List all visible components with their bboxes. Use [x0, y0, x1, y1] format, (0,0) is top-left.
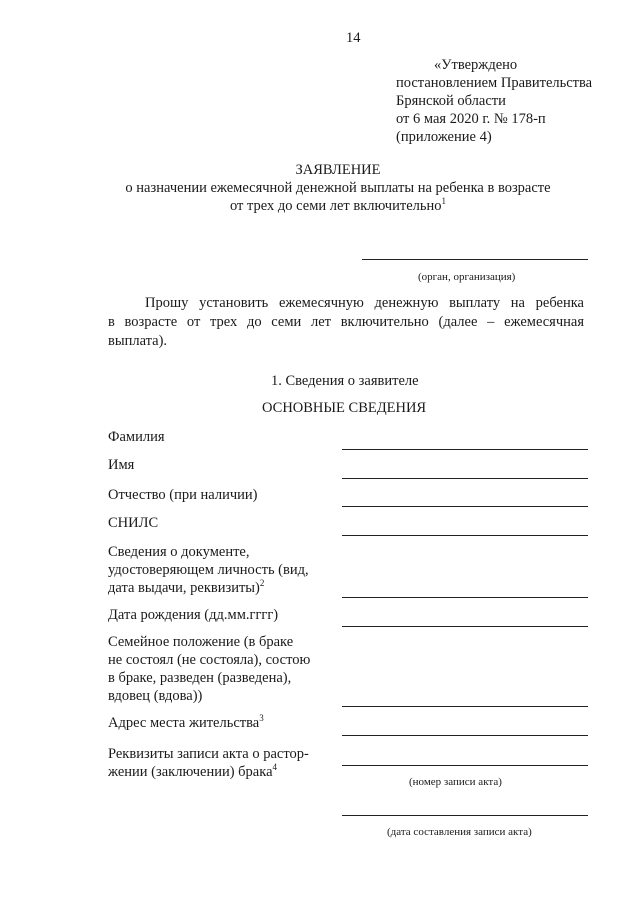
- title-heading: ЗАЯВЛЕНИЕ: [295, 162, 381, 178]
- act-number-field-line[interactable]: [342, 765, 588, 766]
- footnote-mark: 4: [272, 762, 278, 773]
- birth-date-field-line[interactable]: [342, 626, 588, 627]
- footnote-mark: 3: [259, 713, 264, 724]
- approval-block: [396, 56, 592, 146]
- label-surname: Фамилия: [108, 429, 165, 445]
- snils-field-line[interactable]: [342, 535, 588, 536]
- name-field-line[interactable]: [342, 478, 588, 479]
- address-field-line[interactable]: [342, 735, 588, 736]
- label-patronymic: Отчество (при наличии): [108, 487, 258, 503]
- title-line-1: о назначении ежемесячной денежной выплаты на ребенка в возрасте: [125, 180, 551, 196]
- organ-caption: (орган, организация): [418, 271, 516, 283]
- footnote-mark: 2: [259, 578, 265, 589]
- label-act-record: [108, 745, 309, 781]
- id-document-field-line[interactable]: [342, 597, 588, 598]
- request-line-3: выплата).: [108, 333, 168, 349]
- subsection-title: ОСНОВНЫЕ СВЕДЕНИЯ: [262, 400, 427, 416]
- patronymic-field-line[interactable]: [342, 506, 588, 507]
- act-number-caption: (номер записи акта): [409, 776, 502, 788]
- id-doc-line-1: Сведения о документе,: [108, 544, 250, 560]
- label-id-document: [108, 543, 309, 597]
- page-number: 14: [346, 30, 361, 46]
- title-line-2: от трех до семи лет включительно$^1$: [230, 196, 446, 214]
- label-address: Адрес места жительства$^3$: [108, 713, 264, 731]
- label-marital-status: [108, 633, 310, 705]
- approval-line: Брянской области: [396, 93, 506, 109]
- request-paragraph: [108, 294, 584, 351]
- approval-line: «Утверждено: [434, 57, 518, 73]
- document-title: [0, 161, 640, 215]
- marital-line-4: вдовец (вдова)): [108, 688, 203, 704]
- marital-line-2: не состоял (не состояла), состою: [108, 652, 311, 668]
- marital-line-1: Семейное положение (в браке: [108, 634, 294, 650]
- marital-status-field-line[interactable]: [342, 706, 588, 707]
- request-line-1: Прошу установить ежемесячную денежную выплату на ребенка: [145, 295, 584, 311]
- id-doc-line-2: удостоверяющем личность (вид,: [108, 562, 309, 578]
- act-record-line-2: жении (заключении) брака$^4$: [108, 762, 278, 780]
- act-date-caption: (дата составления записи акта): [387, 826, 532, 838]
- organ-field-line[interactable]: [362, 259, 588, 260]
- approval-line: от 6 мая 2020 г. № 178-п: [396, 111, 546, 127]
- act-date-field-line[interactable]: [342, 815, 588, 816]
- approval-line: постановлением Правительства: [396, 75, 593, 91]
- label-birth-date: Дата рождения (дд.мм.гггг): [108, 607, 279, 623]
- approval-line: (приложение 4): [396, 129, 492, 145]
- act-record-line-1: Реквизиты записи акта о растор-: [108, 746, 309, 762]
- surname-field-line[interactable]: [342, 449, 588, 450]
- marital-line-3: в браке, разведен (разведена),: [108, 670, 292, 686]
- id-doc-line-3: дата выдачи, реквизиты)$^2$: [108, 578, 265, 596]
- label-name: Имя: [108, 457, 135, 473]
- footnote-mark: 1: [441, 196, 446, 207]
- request-line-2: в возрасте от трех до семи лет включительно (далее – ежемесячная: [108, 314, 584, 330]
- section-title: 1. Сведения о заявителе: [271, 373, 419, 389]
- label-snils: СНИЛС: [108, 515, 159, 531]
